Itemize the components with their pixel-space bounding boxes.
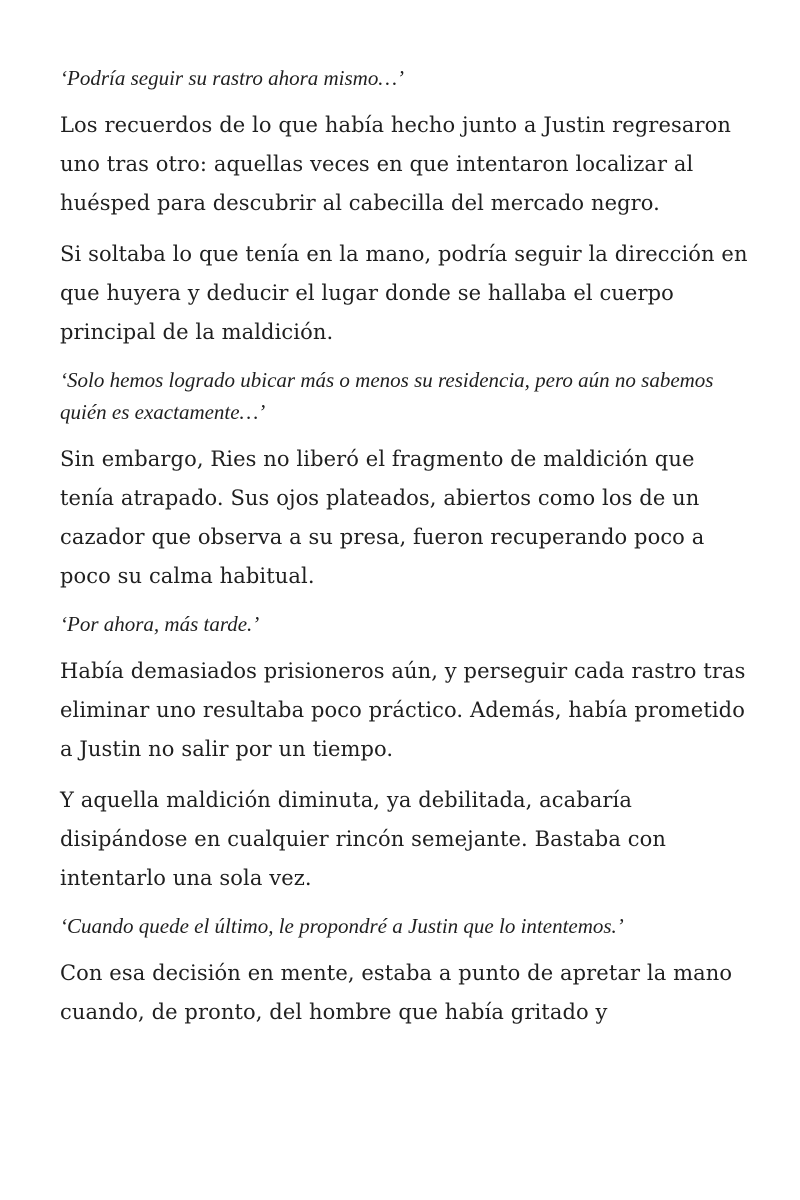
paragraph: Y aquella maldición diminuta, ya debilitada, acabaría disipándose en cualquier rincón semejante. Bastaba con intentarlo una sola vez.: [60, 788, 666, 890]
inner-thought: ‘Cuando quede el último, le propondré a Justin que lo intentemos.’: [60, 914, 624, 938]
paragraph: Sin embargo, Ries no liberó el fragmento de maldición que tenía atrapado. Sus ojos plateados, abiertos como los de un cazador que observa a su presa, fueron recuperando poco a poco su calma habitual.: [60, 447, 705, 588]
inner-thought: ‘Podría seguir su rastro ahora mismo…’: [60, 66, 404, 90]
inner-thought: ‘Por ahora, más tarde.’: [60, 612, 260, 636]
inner-thought: ‘Solo hemos logrado ubicar más o menos su residencia, pero aún no sabemos quién es exactamente…’: [60, 368, 714, 424]
paragraph: Los recuerdos de lo que había hecho junto a Justin regresaron uno tras otro: aquellas veces en que intentaron localizar al huésped para descubrir al cabecilla del mercado negro.: [60, 113, 731, 215]
paragraph: Con esa decisión en mente, estaba a punto de apretar la mano cuando, de pronto, del hombre que había gritado y: [60, 961, 733, 1024]
paragraph: Si soltaba lo que tenía en la mano, podría seguir la dirección en que huyera y deducir el lugar donde se hallaba el cuerpo principal de la maldición.: [60, 242, 748, 344]
document-page: [60, 62, 750, 1044]
paragraph: Había demasiados prisioneros aún, y perseguir cada rastro tras eliminar uno resultaba poco práctico. Además, había prometido a Justin no salir por un tiempo.: [60, 659, 746, 761]
